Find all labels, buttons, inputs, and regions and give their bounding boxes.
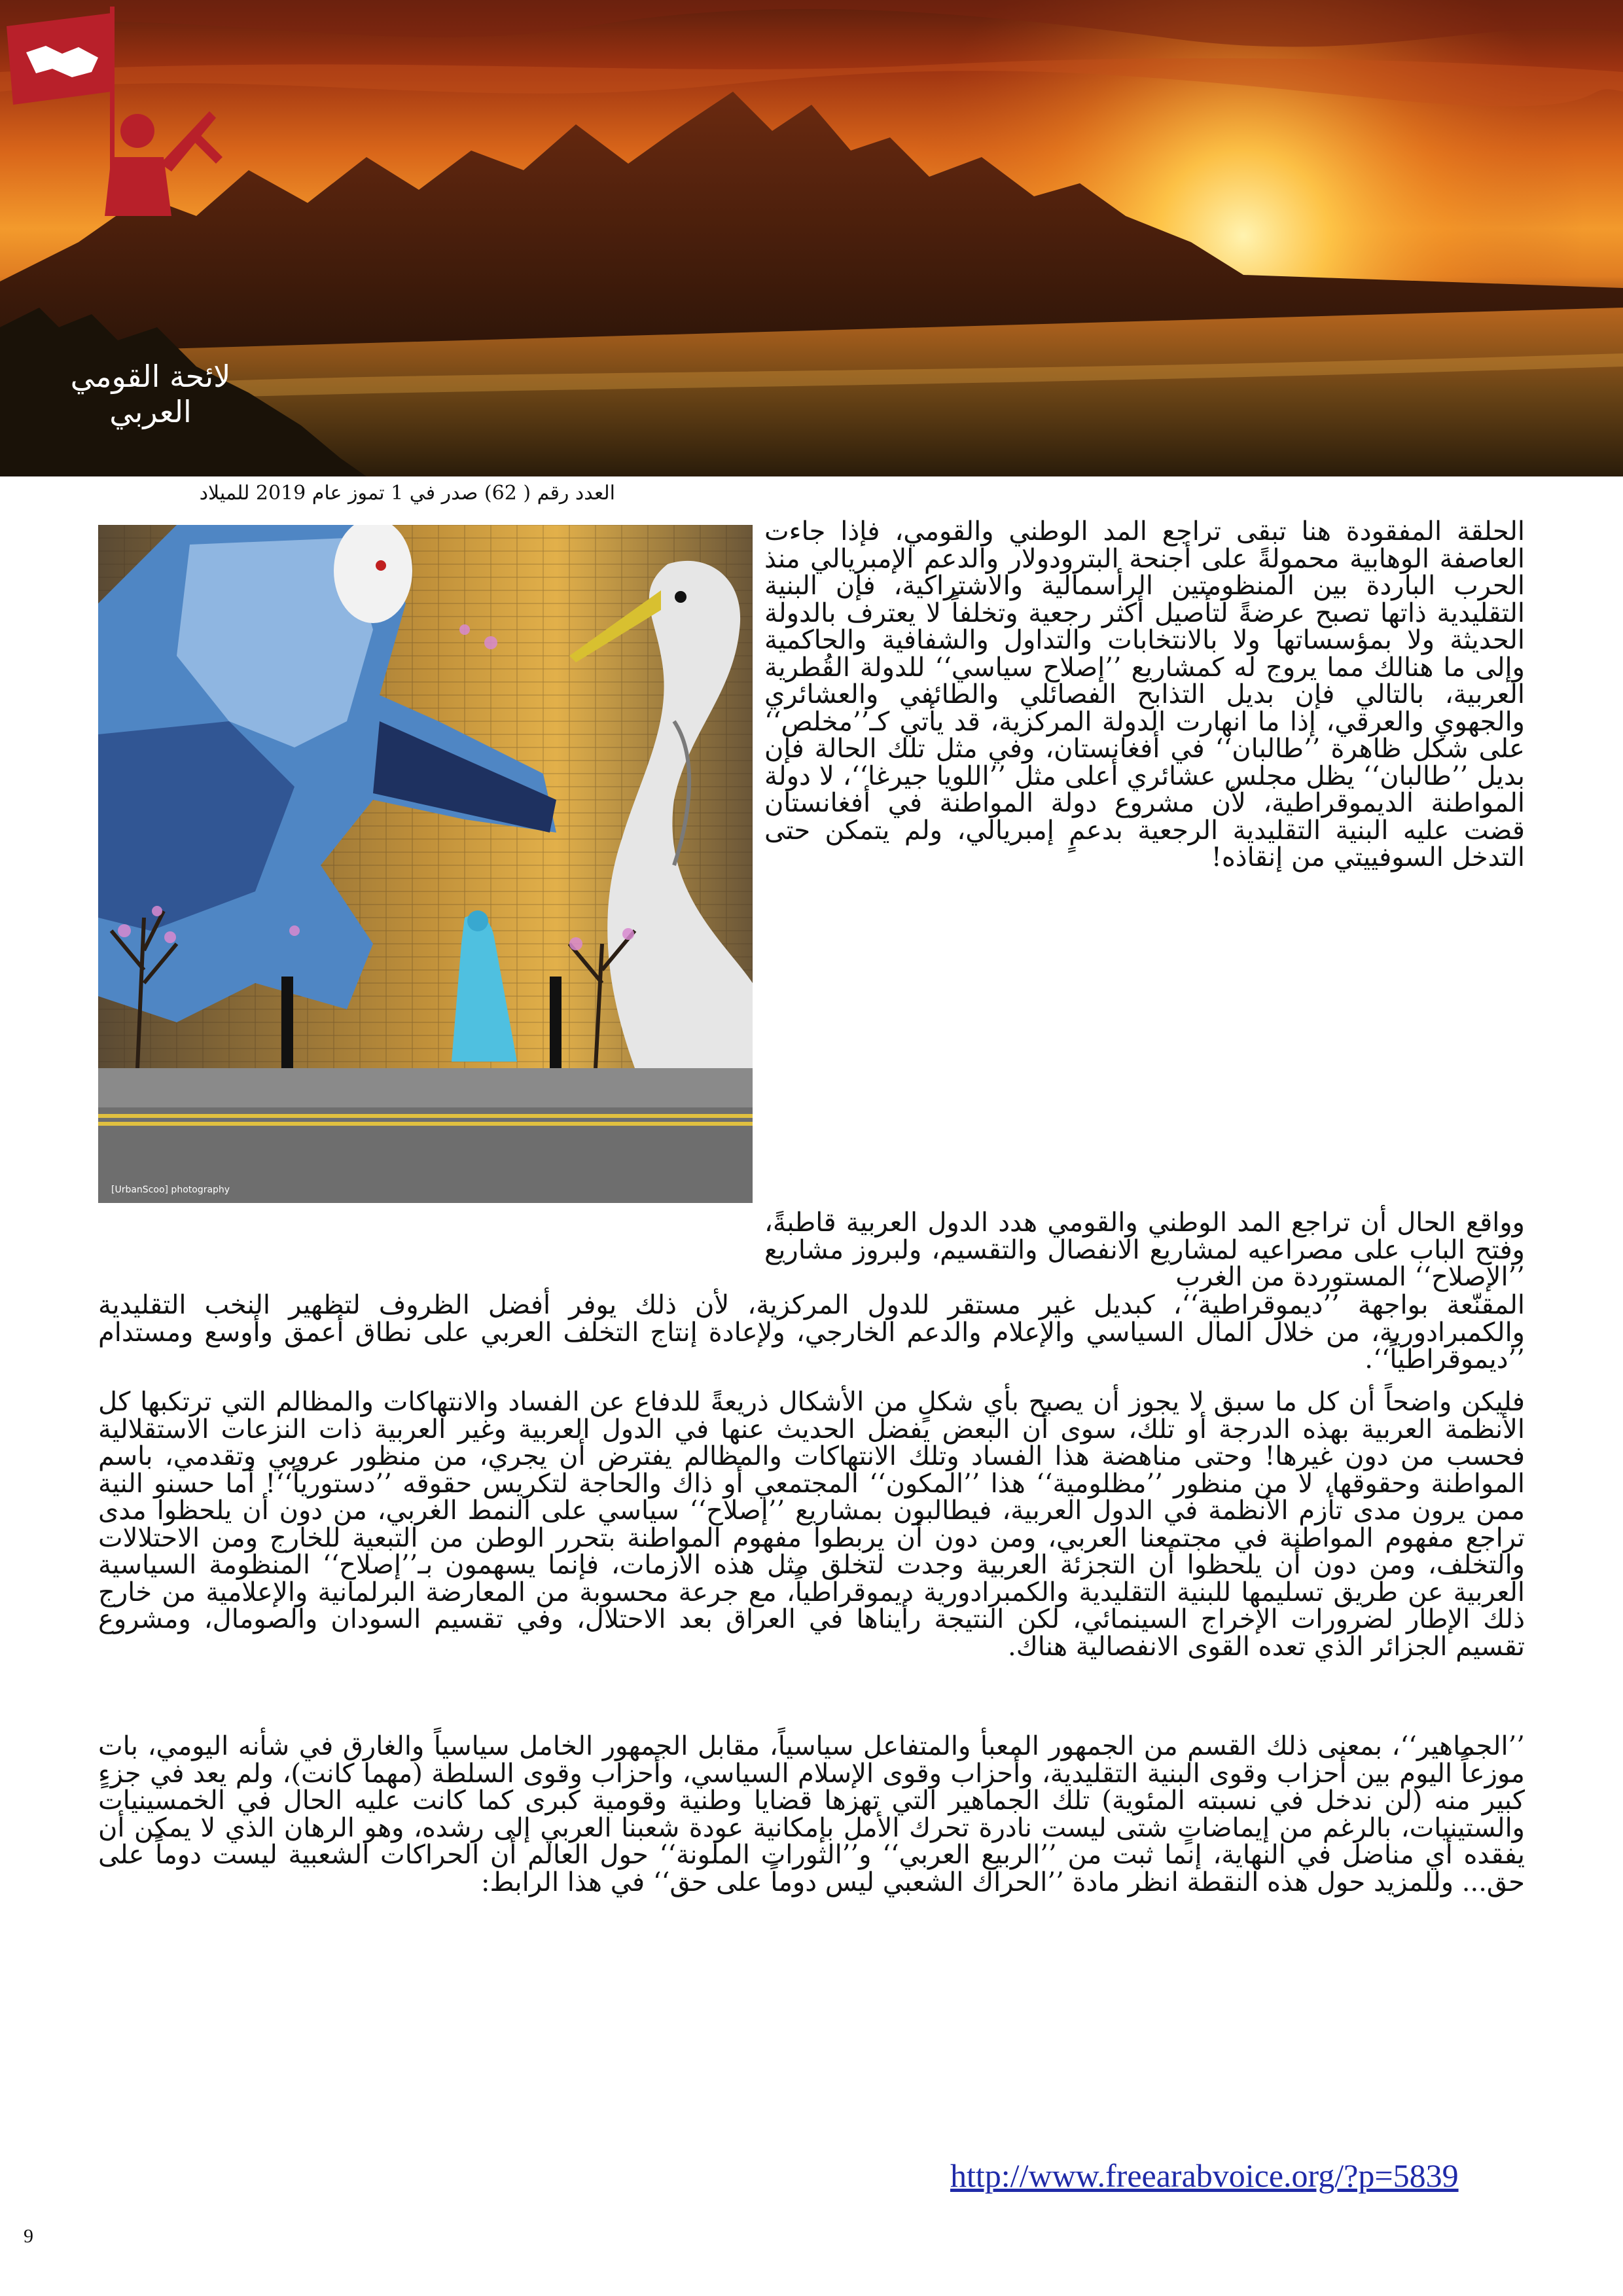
street-art-mural-photo [98,525,753,1203]
paragraph-2-start: وواقع الحال أن تراجع المد الوطني والقومي هدد الدول العربية قاطبةً، وفتح الباب على مصراعيه لمشاريع الانفصال والتقسيم، ولبروز مشاريع ’’الإصلاح‘‘ المستوردة من الغرب [764,1208,1525,1292]
header-banner [0,0,1623,476]
logo-text: لائحة القومي العربي [70,359,231,429]
paragraph-2-end: المقنّعة بواجهة ’’ديموقراطية‘‘، كبديل غير مستقر للدول المركزية، لأن ذلك يوفر أفضل الظروف لتظهير النخب التقليدية والكمبرادورية، من خلال المال السياسي والإعلام والدعم الخارجي، ولإعادة إنتاج التخلف العربي على نطاق أعمق وأوسع ومستدام ’’ديموقراطياً‘‘. [98,1290,1525,1374]
page-number: 9 [24,2225,33,2247]
flag-map-fighter-icon [0,0,249,262]
article-link[interactable]: http://www.freearabvoice.org/?p=5839 [950,2157,1459,2194]
photo-credit: [UrbanScoo] photography [111,1185,230,1195]
paragraph-3: فليكن واضحاً أن كل ما سبق لا يجوز أن يصبح بأي شكلٍ من الأشكال ذريعةً للدفاع عن الفساد والانتهاكات والمظالم التي ترتكبها كل الأنظمة العربية بهذه الدرجة أو تلك، سوى أن البعض يفضل الحديث عنها في الدول العربية وغير العربية ذات النزعات الاستقلالية فحسب من دون غيرها! وحتى مناهضة هذا الفساد وتلك الانتهاكات والمظالم يفترض أن يجري، من منظور عروبي وتقدمي، باسم المواطنة وحقوقها، لا من منظور ’’مظلومية‘‘ هذا ’’المكون‘‘ المجتمعي أو ذاك والحاجة لتكريس حقوقه ’’دستورياً‘‘! أما حسنو النية ممن يرون مدى تأزم الأنظمة في الدول العربية، فيطالبون بمشاريع ’’إصلاح‘‘ سياسي على النمط الغربي، من دون أن يلحظوا مدى تراجع مفهوم المواطنة في مجتمعنا العربي، ومن دون أن يربطوا مفهوم المواطنة بتحرر الوطن من التبعية للخارج ومن الاحتلالات والتخلف، ومن دون أن يلحظوا أن التجزئة العربية وجدت لتخلق مثل هذه الأزمات، فإنما يسهمون بـ’’إصلاح‘‘ المنظومة السياسية العربية عن طريق تسليمها للبنية التقليدية والكمبرادورية ديموقراطياً، مع جرعة محسوبة من المعارضة البرلمانية والإعلامية من خارج ذلك الإطار لضرورات الإخراج السينمائي، لكن النتيجة رأيناها في العراق بعد الاحتلال، وفي تقسيم السودان والصومال، ومشروع تقسيم الجزائر الذي تعده القوى الانفصالية هناك. [98,1387,1525,1662]
paragraph-1: الحلقة المفقودة هنا تبقى تراجع المد الوطني والقومي، فإذا جاءت العاصفة الوهابية محمولةً على أجنحة البترودولار والدعم الإمبريالي منذ الحرب الباردة بين المنظومتين الرأسمالية والاشتراكية، فإن البنية التقليدية ذاتها تصبح عرضةً لتأصيل أكثر رجعية وتخلفاً لا يعترف بالدولة الحديثة ولا بمؤسساتها ولا بالانتخابات والتداول والشفافية والحاكمية وإلى ما هنالك مما يروج له كمشاريع ’’إصلاح سياسي‘‘ للدولة القُطرية العربية، بالتالي فإن بديل التذابح الفصائلي والطائفي والعشائري والجهوي والعرقي، إذا ما انهارت الدولة المركزية، قد يأتي كـ’’مخلص‘‘ على شكل ظاهرة ’’طالبان‘‘ في أفغانستان، وفي مثل تلك الحالة فإن بديل ’’طالبان‘‘ يظل مجلس عشائري أعلى مثل ’’اللويا جيرغا‘‘، لا دولة المواطنة الديموقراطية، لأن مشروع دولة المواطنة في أفغانستان قضت عليه البنية التقليدية الرجعية بدعمٍ إمبريالي، ولم يتمكن حتى التدخل السوفييتي من إنقاذه! [764,516,1525,872]
issue-line: العدد رقم ( 62) صدر في 1 تموز عام 2019 للميلاد [199,482,615,505]
street-art-photo [98,525,753,1203]
paragraph-4: ’’الجماهير‘‘، بمعنى ذلك القسم من الجمهور المعبأ والمتفاعل سياسياً، مقابل الجمهور الخامل سياسياً والغارق في شأنه اليومي، بات موزعاً اليوم بين أحزاب وقوى البنية التقليدية، وأحزاب وقوى الإسلام السياسي، وأحزاب وقوى السلطة (مهما كانت)، ولم يعد في جزءٍ كبير منه (لن ندخل في نسبته المئوية) تلك الجماهير التي تهزها قضايا وطنية وقومية كبرى كما كانت عليه الحال في الخمسينيات والستينيات، بالرغم من إيماضاتٍ شتى ليست نادرة تحرك الأمل بإمكانية عودة شعبنا العربي إلى رشده، وهو الرهان الذي لا يمكن أن يفقده أي مناضل في النهاية، إنما ثبت من ’’الربيع العربي‘‘ و’’الثورات الملونة‘‘ حول العالم أن الحراكات الشعبية ليست دوماً على حق... وللمزيد حول هذه النقطة انظر مادة ’’الحراك الشعبي ليس دوماً على حق‘‘ في هذا الرابط: [98,1731,1525,1897]
